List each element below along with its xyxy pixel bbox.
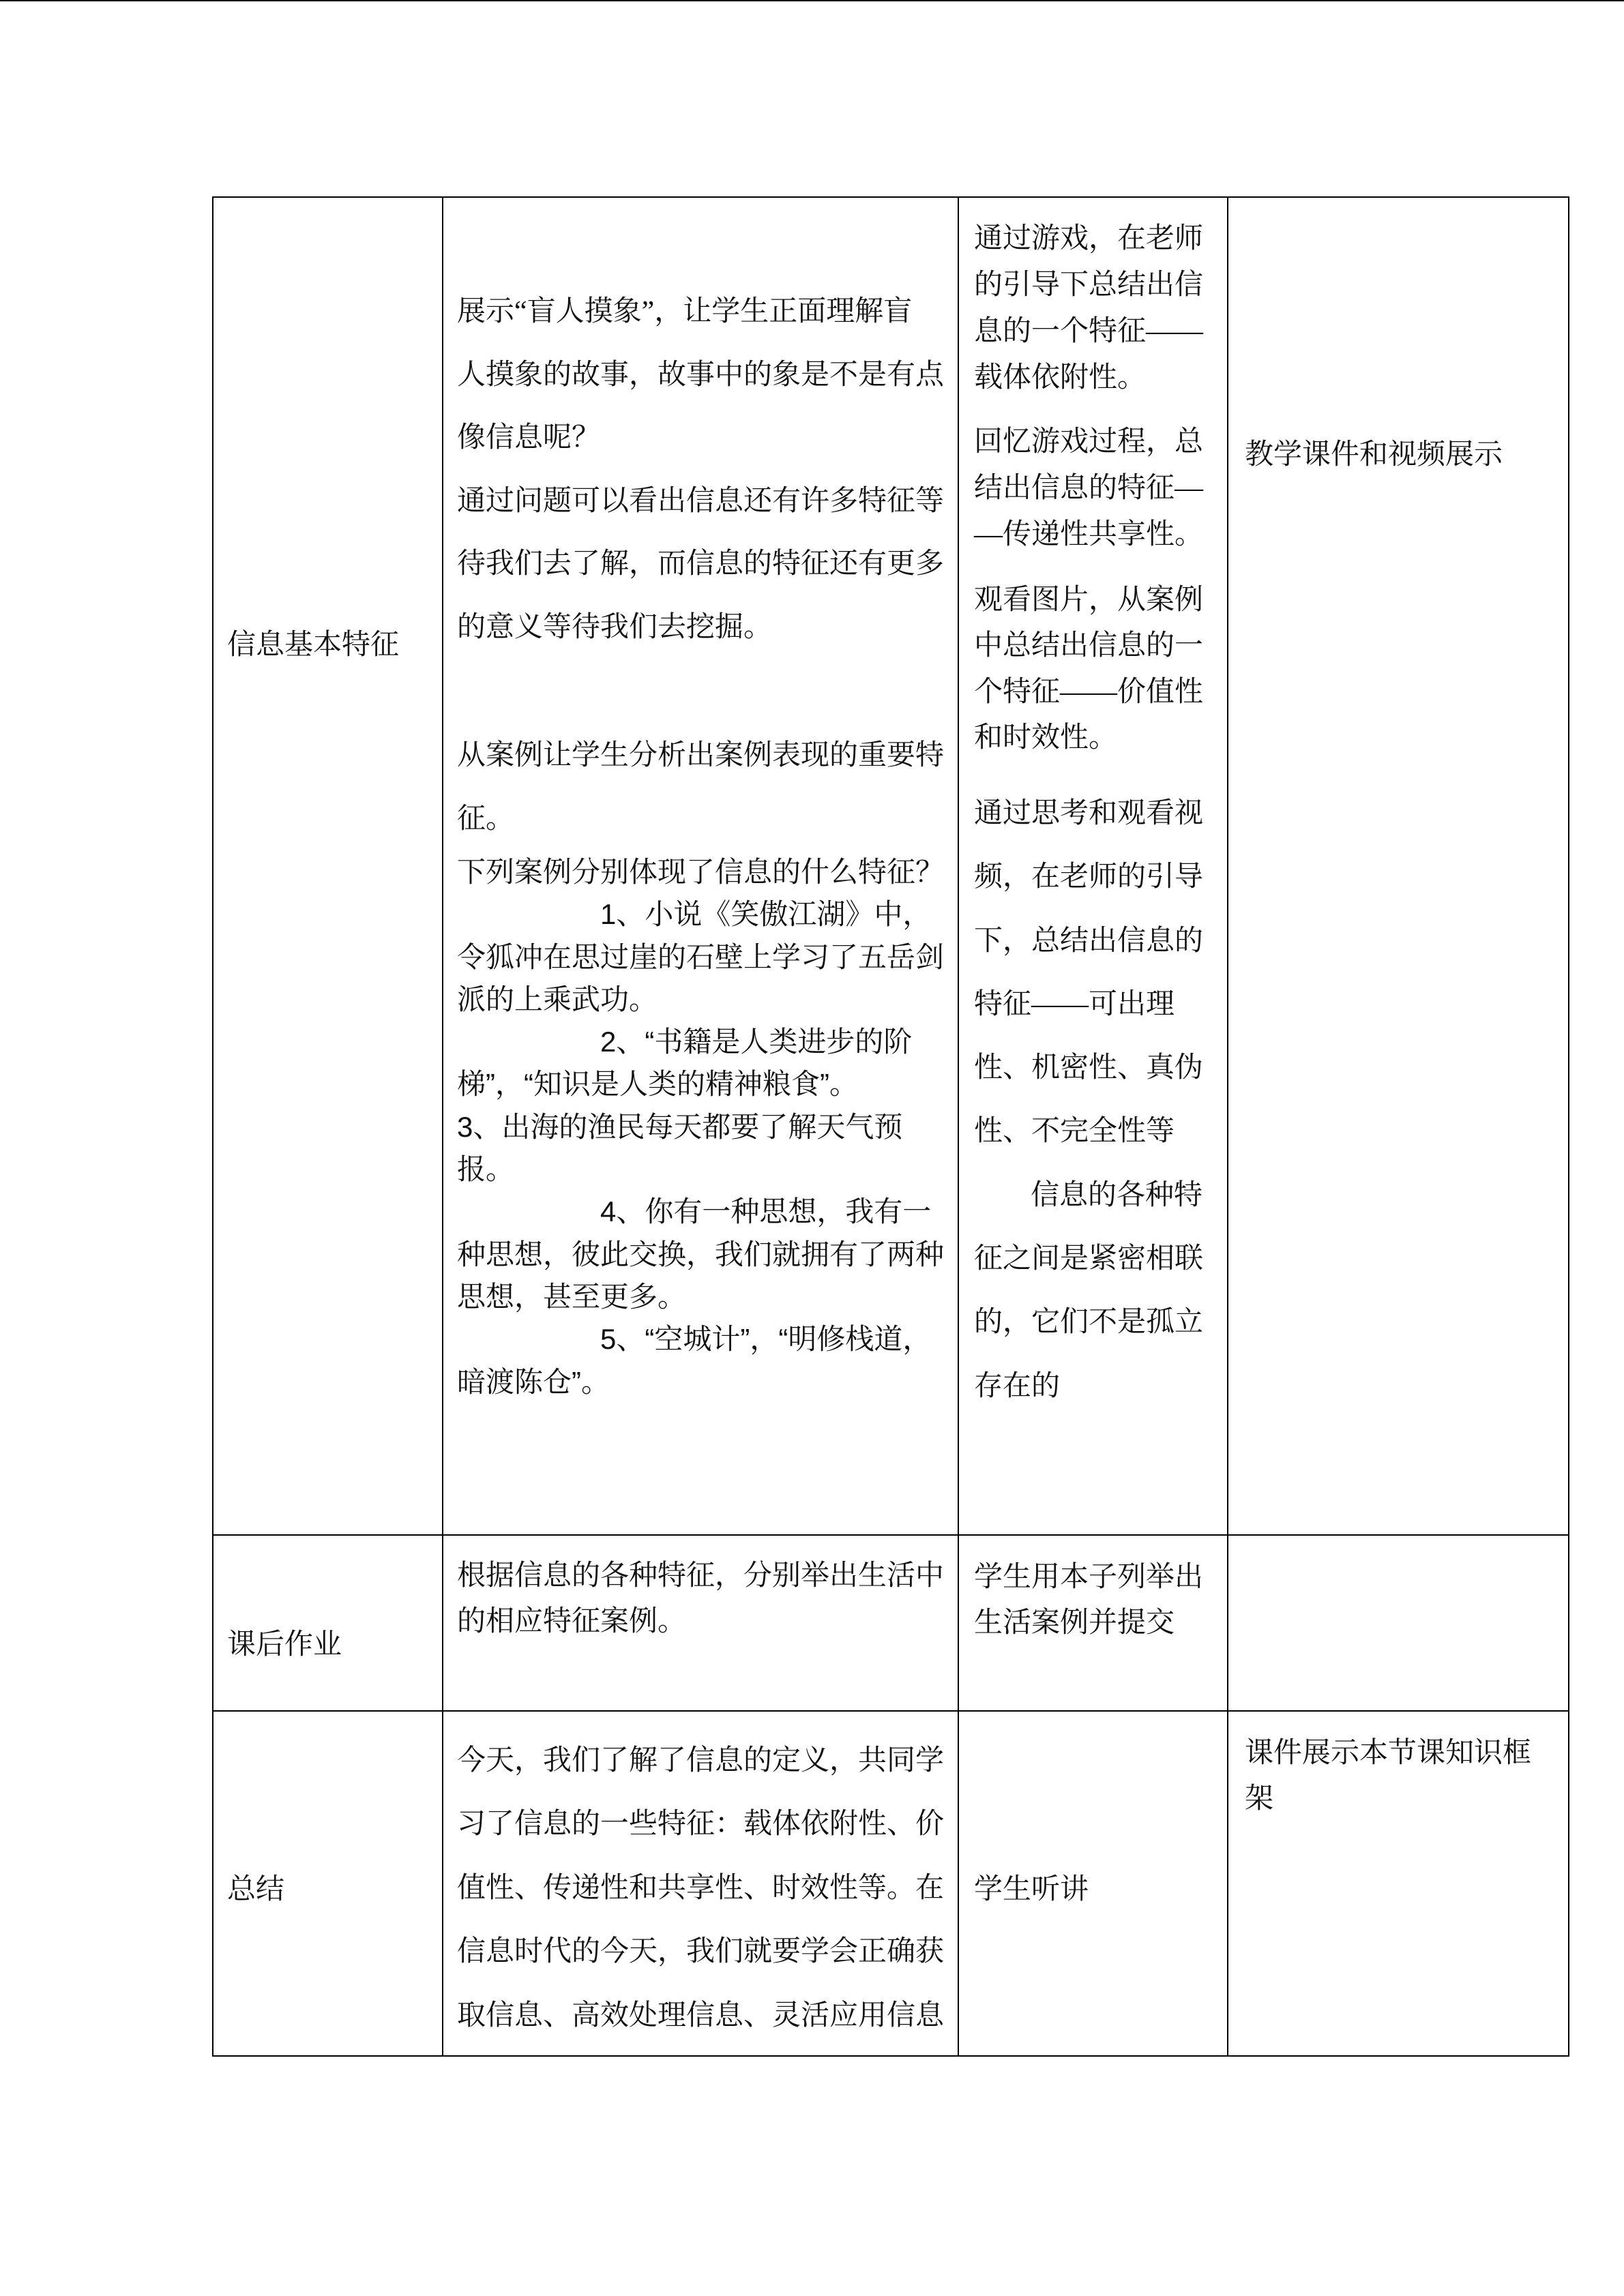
text-line: 今天，我们了解了信息的定义，共同学 [457, 1745, 945, 1776]
text-line: 暗渡陈仓”。 [457, 1365, 610, 1398]
text-line: 根据信息的各种特征，分别举出生活中 [457, 1559, 945, 1591]
text-line: 特征——可出理 [974, 988, 1175, 1020]
text-line: 下，总结出信息的 [974, 925, 1204, 957]
text-line: 息的一个特征—— [974, 316, 1204, 347]
case-item: 5、“空城计”，“明修栈道， [600, 1323, 932, 1356]
case-list [457, 851, 944, 1403]
text-line: 报。 [457, 1153, 515, 1186]
text-line: 信息时代的今天，我们就要学会正确获 [457, 1936, 945, 1968]
text-line: 征之间是紧密相联 [974, 1243, 1204, 1275]
text-line: 课后作业 [227, 1628, 342, 1660]
text-line: 中总结出信息的一 [974, 630, 1204, 662]
text-line: —传递性共享性。 [974, 519, 1204, 550]
paragraph [457, 280, 944, 659]
text-line: 信息基本特征 [227, 628, 400, 660]
text-line: 性、机密性、真伪 [974, 1052, 1204, 1084]
cell-resources [1227, 1534, 1569, 1712]
paragraph [457, 724, 944, 850]
cell-teacher-activity [442, 1710, 959, 2057]
text-line: 的，它们不是孤立 [974, 1307, 1204, 1339]
text-line: 和时效性。 [974, 721, 1118, 754]
text-line: 信息的各种特 [1031, 1179, 1203, 1211]
case-item: 3、出海的渔民每天都要了解天气预 [457, 1110, 903, 1143]
text-line: 从案例让学生分析出案例表现的重要特 [457, 740, 945, 771]
case-question: 下列案例分别体现了信息的什么特征？ [457, 856, 945, 888]
text-line: 征。 [457, 803, 515, 835]
cell-teacher-activity [442, 196, 959, 1536]
case-item: 2、“书籍是人类进步的阶 [600, 1026, 913, 1058]
topic-label [227, 627, 399, 661]
text-line: 教学课件和视频展示 [1245, 438, 1503, 470]
text-line: 的引导下总结出信 [974, 269, 1204, 301]
text-line: 像信息呢？ [457, 422, 601, 453]
text-line: 待我们去了解，而信息的特征还有更多 [457, 548, 945, 580]
topic-label [227, 1872, 284, 1906]
text-line: 课件展示本节课知识框 [1245, 1736, 1532, 1768]
text-line: 梯”，“知识是人类的精神粮食”。 [457, 1068, 858, 1101]
text-line: 存在的 [974, 1370, 1061, 1402]
cell-topic [212, 1710, 443, 2057]
paragraph [974, 578, 1203, 761]
paragraph [457, 1553, 944, 1643]
paragraph [974, 1554, 1203, 1645]
text-line: 性、不完全性等 [974, 1116, 1175, 1148]
text-line: 结出信息的特征— [974, 473, 1204, 504]
cell-resources [1227, 196, 1569, 1536]
text-line: 学生用本子列举出 [974, 1560, 1204, 1592]
paragraph [974, 782, 1203, 1418]
cell-topic [212, 196, 443, 1536]
text-line: 生活案例并提交 [974, 1605, 1175, 1638]
paragraph [974, 1872, 1089, 1906]
text-line: 个特征——价值性 [974, 676, 1204, 708]
paragraph [457, 1729, 944, 2048]
text-line: 思想，甚至更多。 [457, 1280, 687, 1313]
paragraph [974, 419, 1203, 558]
text-line: 派的上乘武功。 [457, 983, 658, 1015]
text-line: 习了信息的一些特征：载体依附性、价 [457, 1808, 945, 1840]
text-line: 人摸象的故事，故事中的象是不是有点 [457, 359, 945, 391]
page-top-rule [0, 0, 1624, 1]
cell-topic [212, 1534, 443, 1712]
cell-resources [1227, 1710, 1569, 2057]
paragraph [1245, 1730, 1531, 1821]
cell-student-activity [958, 1710, 1228, 2057]
text-line: 通过思考和观看视 [974, 798, 1204, 829]
text-line: 载体依附性。 [974, 362, 1147, 393]
text-line: 通过游戏，在老师 [974, 223, 1204, 254]
text-line: 种思想，彼此交换，我们就拥有了两种 [457, 1238, 945, 1270]
text-line: 观看图片，从案例 [974, 584, 1204, 616]
text-line: 回忆游戏过程，总 [974, 426, 1204, 458]
text-line: 学生听讲 [974, 1873, 1089, 1905]
text-line: 取信息、高效处理信息、灵活应用信息 [457, 1999, 945, 2031]
cell-teacher-activity [442, 1534, 959, 1712]
lesson-table [212, 196, 1569, 2057]
text-line: 值性、传递性和共享性、时效性等。在 [457, 1872, 945, 1904]
text-line: 令狐冲在思过崖的石壁上学习了五岳剑 [457, 940, 945, 973]
cell-student-activity [958, 196, 1228, 1536]
text-line: 架 [1245, 1781, 1274, 1814]
text-line: 频，在老师的引导 [974, 861, 1204, 893]
text-line: 总结 [227, 1873, 285, 1905]
case-item: 4、你有一种思想，我有一 [600, 1195, 932, 1228]
text-line: 的相应特征案例。 [457, 1604, 687, 1637]
topic-label [227, 1627, 342, 1661]
paragraph [1245, 437, 1503, 471]
cell-student-activity [958, 1534, 1228, 1712]
text-line: 的意义等待我们去挖掘。 [457, 611, 773, 643]
text-line: 通过问题可以看出信息还有许多特征等 [457, 485, 945, 517]
text-line: 展示“盲人摸象”，让学生正面理解盲 [457, 296, 913, 327]
paragraph [974, 215, 1203, 401]
case-item: 1、小说《笑傲江湖》中， [600, 898, 932, 931]
